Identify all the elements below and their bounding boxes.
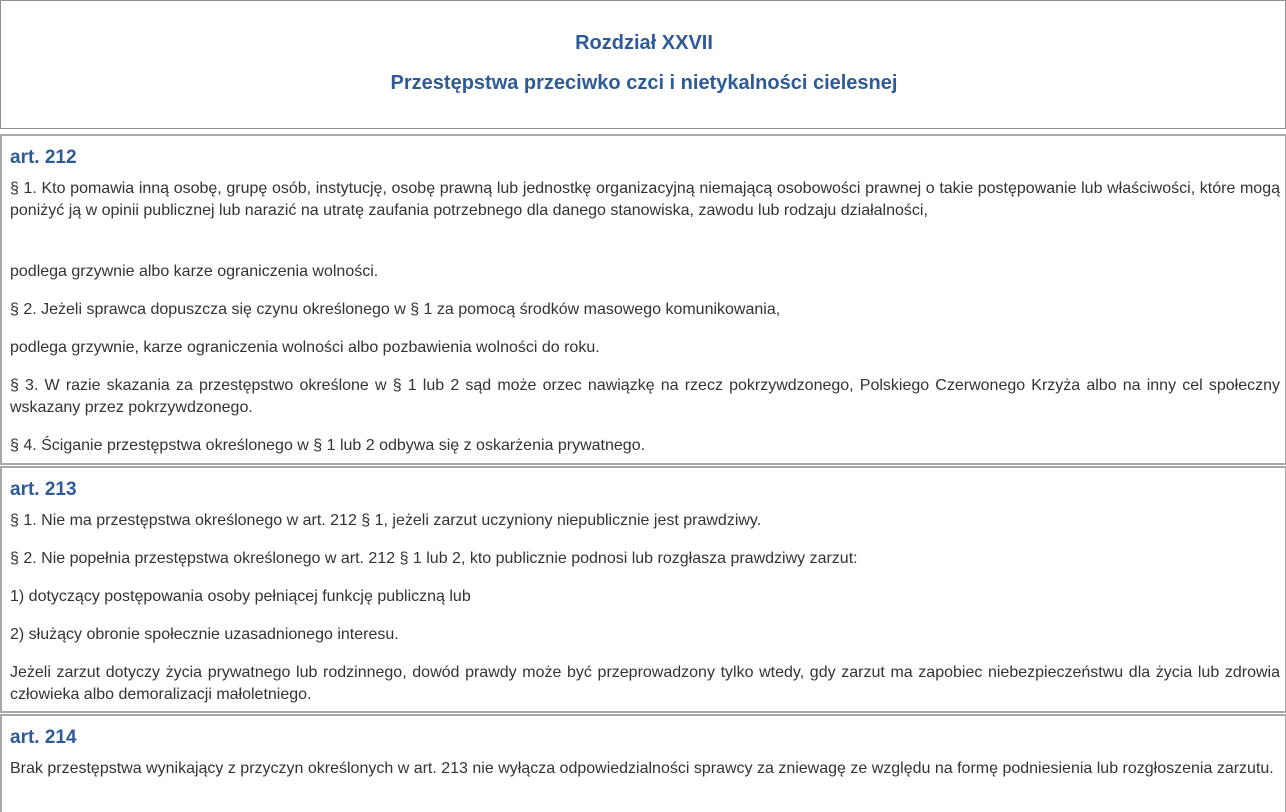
article-214 [0, 714, 1286, 812]
chapter-number: Rozdział XXVII [575, 32, 713, 54]
article-paragraph: 1) dotyczący postępowania osoby pełniącej funkcję publiczną lub [10, 588, 471, 605]
article-paragraph: § 3. W razie skazania za przestępstwo określone w § 1 lub 2 sąd może orzec nawiązkę na rzecz pokrzywdzonego, Polskiego Czerwonego Krzyża albo na inny cel społeczny wskazany przez pokrzywdzonego. [10, 377, 1280, 416]
article-paragraph: Jeżeli zarzut dotyczy życia prywatnego lub rodzinnego, dowód prawdy może być przeprowadzony tylko wtedy, gdy zarzut ma zapobiec niebezpieczeństwu dla życia lub zdrowia człowieka albo demoralizacji małoletniego. [10, 664, 1280, 703]
chapter-title: Przestępstwa przeciwko czci i nietykalności cielesnej [390, 72, 898, 94]
article-paragraph: § 1. Kto pomawia inną osobę, grupę osób, instytucję, osobę prawną lub jednostkę organizacyjną niemającą osobowości prawnej o takie postępowanie lub właściwości, które mogą poniżyć ją w opinii publicznej lub narazić na utratę zaufania potrzebnego dla danego stanowiska, zawodu lub rodzaju działalności, [10, 180, 1280, 219]
article-213 [0, 466, 1286, 713]
article-paragraph: § 2. Nie popełnia przestępstwa określonego w art. 212 § 1 lub 2, kto publicznie podnosi lub rozgłasza prawdziwy zarzut: [10, 550, 858, 567]
article-heading: art. 214 [10, 727, 77, 748]
article-212 [0, 134, 1286, 465]
article-heading: art. 212 [10, 147, 77, 168]
article-paragraph: 2) służący obronie społecznie uzasadnionego interesu. [10, 626, 399, 643]
article-paragraph: podlega grzywnie albo karze ograniczenia wolności. [10, 263, 379, 280]
article-paragraph: § 4. Ściganie przestępstwa określonego w § 1 lub 2 odbywa się z oskarżenia prywatnego. [10, 437, 646, 454]
chapter-header [0, 0, 1286, 129]
article-paragraph: Brak przestępstwa wynikający z przyczyn określonych w art. 213 nie wyłącza odpowiedzialności sprawcy za zniewagę ze względu na formę podniesienia lub rozgłoszenia zarzutu. [10, 760, 1274, 777]
article-paragraph: podlega grzywnie, karze ograniczenia wolności albo pozbawienia wolności do roku. [10, 339, 600, 356]
article-heading: art. 213 [10, 479, 77, 500]
article-paragraph: § 2. Jeżeli sprawca dopuszcza się czynu określonego w § 1 za pomocą środków masowego komunikowania, [10, 301, 781, 318]
article-paragraph: § 1. Nie ma przestępstwa określonego w art. 212 § 1, jeżeli zarzut uczyniony niepublicznie jest prawdziwy. [10, 512, 762, 529]
